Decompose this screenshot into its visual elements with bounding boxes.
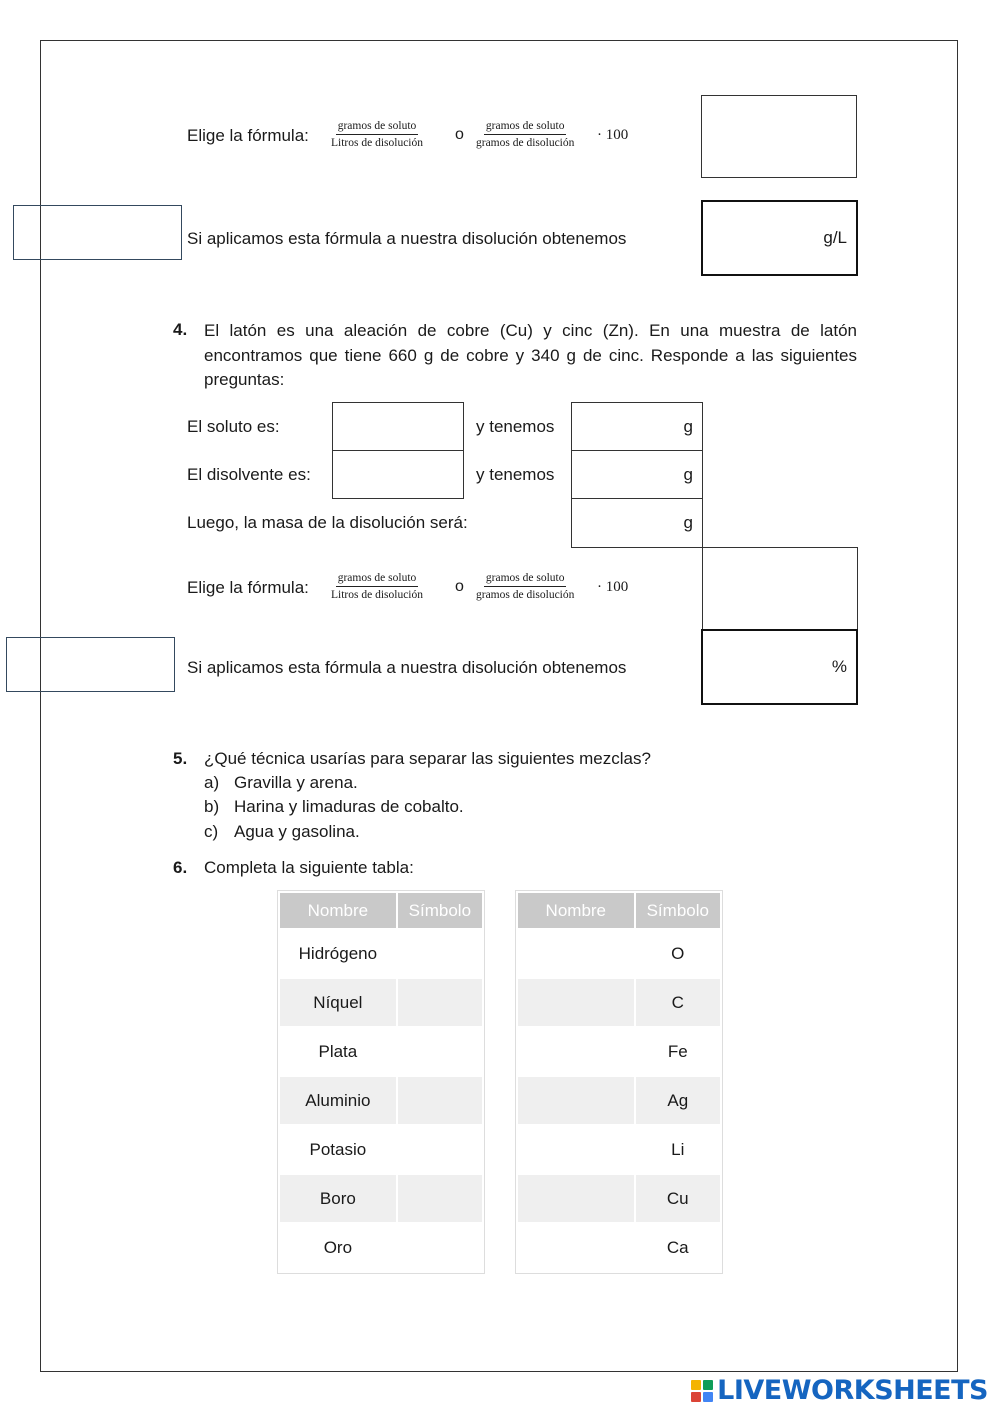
solution-mass-input[interactable]	[571, 498, 703, 548]
list-item: Agua y gasolina.	[234, 822, 360, 841]
element-name-cell: Níquel	[279, 978, 397, 1027]
symbol-input-cell[interactable]	[397, 929, 483, 978]
result-box-percent[interactable]	[701, 629, 858, 705]
and-have-label: y tenemos	[476, 465, 555, 484]
times-100: · 100	[597, 579, 629, 595]
fraction-numerator: gramos de soluto	[484, 120, 567, 135]
table-header-symbol: Símbolo	[397, 892, 483, 929]
element-symbol-cell: Ca	[635, 1223, 721, 1272]
table-row	[279, 929, 483, 978]
question-6-number: 6.	[173, 858, 188, 877]
symbol-input-cell[interactable]	[397, 1125, 483, 1174]
table-row	[279, 1027, 483, 1076]
formula-percent-mass	[474, 572, 576, 601]
list-item-letter: c)	[204, 822, 219, 841]
table-row	[517, 978, 721, 1027]
table-row	[279, 1125, 483, 1174]
question-4-number: 4.	[173, 320, 188, 339]
table-row	[279, 978, 483, 1027]
unit-gl: g/L	[823, 228, 847, 247]
table-row	[517, 1174, 721, 1223]
name-input-cell[interactable]	[517, 978, 635, 1027]
symbol-input-cell[interactable]	[397, 1223, 483, 1272]
symbol-input-cell[interactable]	[397, 1076, 483, 1125]
table-header-name: Nombre	[517, 892, 635, 929]
list-item: Gravilla y arena.	[234, 773, 358, 792]
symbol-input-cell[interactable]	[397, 1174, 483, 1223]
answer-input-box[interactable]	[13, 205, 182, 260]
solute-input[interactable]	[332, 402, 464, 451]
solute-label: El soluto es:	[187, 417, 280, 436]
liveworksheets-logo	[691, 1375, 988, 1406]
fraction-numerator: gramos de soluto	[336, 572, 419, 587]
elements-table-right	[516, 891, 722, 1273]
gram-unit: g	[683, 416, 693, 436]
name-input-cell[interactable]	[517, 1076, 635, 1125]
element-symbol-cell: O	[635, 929, 721, 978]
table-row	[517, 1125, 721, 1174]
formula-choice-box[interactable]	[701, 95, 857, 178]
list-item: Harina y limaduras de cobalto.	[234, 797, 464, 816]
element-name-cell: Potasio	[279, 1125, 397, 1174]
apply-formula-text: Si aplicamos esta fórmula a nuestra disolución obtenemos	[187, 229, 627, 248]
table-row	[517, 1027, 721, 1076]
gram-unit: g	[683, 464, 693, 484]
element-name-cell: Hidrógeno	[279, 929, 397, 978]
or-label: o	[455, 126, 464, 143]
elements-table-left	[278, 891, 484, 1273]
table-header-symbol: Símbolo	[635, 892, 721, 929]
fraction-denominator: Litros de disolución	[331, 137, 423, 149]
choose-formula-label: Elige la fórmula:	[187, 126, 309, 145]
answer-input-box[interactable]	[6, 637, 175, 692]
name-input-cell[interactable]	[517, 1174, 635, 1223]
table-row	[279, 1174, 483, 1223]
fraction-numerator: gramos de soluto	[484, 572, 567, 587]
name-input-cell[interactable]	[517, 1125, 635, 1174]
symbol-input-cell[interactable]	[397, 1027, 483, 1076]
gram-unit: g	[683, 513, 693, 532]
element-symbol-cell: Ag	[635, 1076, 721, 1125]
choose-formula-label: Elige la fórmula:	[187, 578, 309, 597]
element-name-cell: Oro	[279, 1223, 397, 1272]
question-4-text: El latón es una aleación de cobre (Cu) y cinc (Zn). En una muestra de latón encontramos que tiene 660 g de cobre y 340 g de cinc. Responde a las siguientes preguntas:	[204, 321, 857, 389]
fraction-denominator: gramos de disolución	[476, 137, 575, 149]
formula-choice-box[interactable]	[702, 547, 858, 631]
table-row	[517, 1076, 721, 1125]
question-5-number: 5.	[173, 749, 188, 768]
solvent-grams-input[interactable]	[571, 450, 703, 499]
solvent-input[interactable]	[332, 450, 464, 499]
solution-mass-label: Luego, la masa de la disolución será:	[187, 513, 468, 532]
formula-percent-mass	[474, 120, 576, 149]
fraction-numerator: gramos de soluto	[336, 120, 419, 135]
table-row	[517, 929, 721, 978]
element-name-cell: Boro	[279, 1174, 397, 1223]
symbol-input-cell[interactable]	[397, 978, 483, 1027]
formula-concentration-gl	[329, 572, 425, 601]
apply-formula-text: Si aplicamos esta fórmula a nuestra disolución obtenemos	[187, 658, 627, 677]
list-item-letter: b)	[204, 797, 220, 816]
solute-grams-input[interactable]	[571, 402, 703, 451]
name-input-cell[interactable]	[517, 1027, 635, 1076]
list-item-letter: a)	[204, 773, 220, 792]
table-header-name: Nombre	[279, 892, 397, 929]
element-symbol-cell: Fe	[635, 1027, 721, 1076]
table-row	[517, 1223, 721, 1272]
and-have-label: y tenemos	[476, 417, 555, 436]
or-label: o	[455, 578, 464, 595]
solvent-label: El disolvente es:	[187, 465, 311, 484]
name-input-cell[interactable]	[517, 929, 635, 978]
question-6-text: Completa la siguiente tabla:	[204, 858, 414, 877]
name-input-cell[interactable]	[517, 1223, 635, 1272]
table-row	[279, 1076, 483, 1125]
fraction-denominator: Litros de disolución	[331, 589, 423, 601]
question-5-text: ¿Qué técnica usarías para separar las siguientes mezclas?	[204, 749, 651, 768]
element-symbol-cell: Li	[635, 1125, 721, 1174]
times-100: · 100	[597, 127, 629, 143]
element-symbol-cell: Cu	[635, 1174, 721, 1223]
table-row	[279, 1223, 483, 1272]
fraction-denominator: gramos de disolución	[476, 589, 575, 601]
liveworksheets-logo-icon	[691, 1380, 713, 1402]
element-name-cell: Plata	[279, 1027, 397, 1076]
formula-concentration-gl	[329, 120, 425, 149]
unit-percent: %	[831, 657, 847, 676]
result-box-gl[interactable]	[701, 200, 858, 276]
element-name-cell: Aluminio	[279, 1076, 397, 1125]
liveworksheets-logo-text: LIVEWORKSHEETS	[717, 1375, 988, 1406]
element-symbol-cell: C	[635, 978, 721, 1027]
